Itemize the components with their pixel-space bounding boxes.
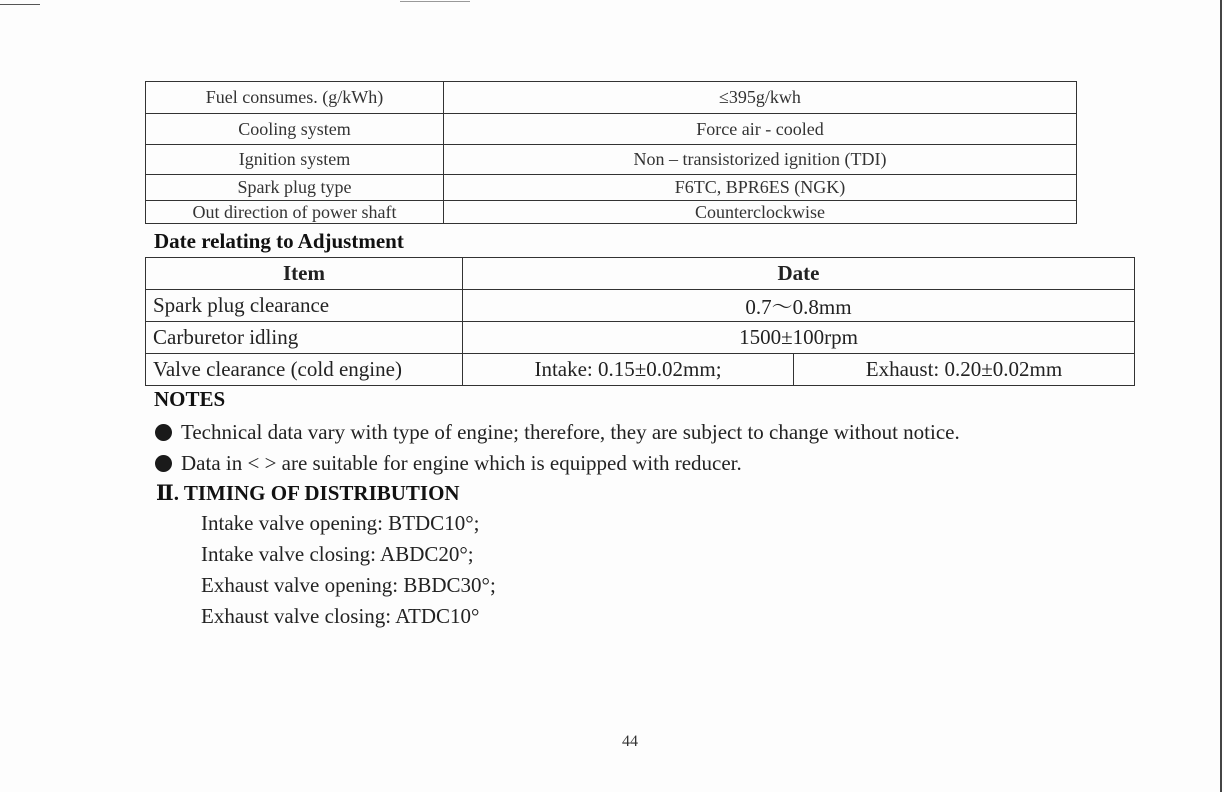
note-item: [155, 451, 742, 476]
spec-value: Non – transistorized ignition (TDI): [444, 145, 1077, 175]
notes-heading: NOTES: [154, 387, 226, 411]
exhaust-clearance: Exhaust: 0.20±0.02mm: [794, 354, 1135, 386]
page-number: 44: [622, 733, 638, 750]
intake-clearance: Intake: 0.15±0.02mm;: [463, 354, 794, 386]
timing-item: Exhaust valve opening: BBDC30°;: [201, 573, 496, 597]
column-header-date: Date: [463, 258, 1135, 290]
timing-item: Intake valve opening: BTDC10°;: [201, 511, 480, 535]
table-row: [146, 201, 1077, 224]
timing-heading: Ⅱ. TIMING OF DISTRIBUTION: [156, 481, 460, 505]
scan-edge-mark: [400, 1, 470, 2]
adjustment-item: Spark plug clearance: [146, 290, 463, 322]
spec-value: Force air - cooled: [444, 114, 1077, 145]
table-row: [146, 82, 1077, 114]
adjustment-date: 1500±100rpm: [463, 322, 1135, 354]
spec-value: ≤395g/kwh: [444, 82, 1077, 114]
spec-label: Fuel consumes. (g/kWh): [146, 82, 444, 114]
table-header-row: [146, 258, 1135, 290]
bullet-icon: [155, 424, 172, 441]
specification-table: [145, 81, 1077, 224]
scan-edge-border: [1220, 0, 1222, 792]
note-text: Data in < > are suitable for engine which is equipped with reducer.: [181, 451, 742, 475]
adjustment-heading: Date relating to Adjustment: [154, 229, 404, 253]
spec-label: Out direction of power shaft: [146, 201, 444, 224]
bullet-icon: [155, 455, 172, 472]
table-row: [146, 322, 1135, 354]
adjustment-item: Valve clearance (cold engine): [146, 354, 463, 386]
column-header-item: Item: [146, 258, 463, 290]
adjustment-date: 0.7～0.8mm: [463, 290, 1135, 322]
adjustment-item: Carburetor idling: [146, 322, 463, 354]
timing-item: Exhaust valve closing: ATDC10°: [201, 604, 480, 628]
spec-label: Cooling system: [146, 114, 444, 145]
table-row: [146, 114, 1077, 145]
spec-value: F6TC, BPR6ES (NGK): [444, 175, 1077, 201]
table-row: [146, 145, 1077, 175]
note-item: [155, 420, 960, 445]
scan-edge-mark: [0, 4, 40, 5]
adjustment-table: [145, 257, 1135, 386]
spec-label: Ignition system: [146, 145, 444, 175]
spec-label: Spark plug type: [146, 175, 444, 201]
table-row: [146, 175, 1077, 201]
table-row: [146, 290, 1135, 322]
note-text: Technical data vary with type of engine; therefore, they are subject to change without notice.: [181, 420, 960, 444]
table-row: [146, 354, 1135, 386]
timing-item: Intake valve closing: ABDC20°;: [201, 542, 474, 566]
spec-value: Counterclockwise: [444, 201, 1077, 224]
